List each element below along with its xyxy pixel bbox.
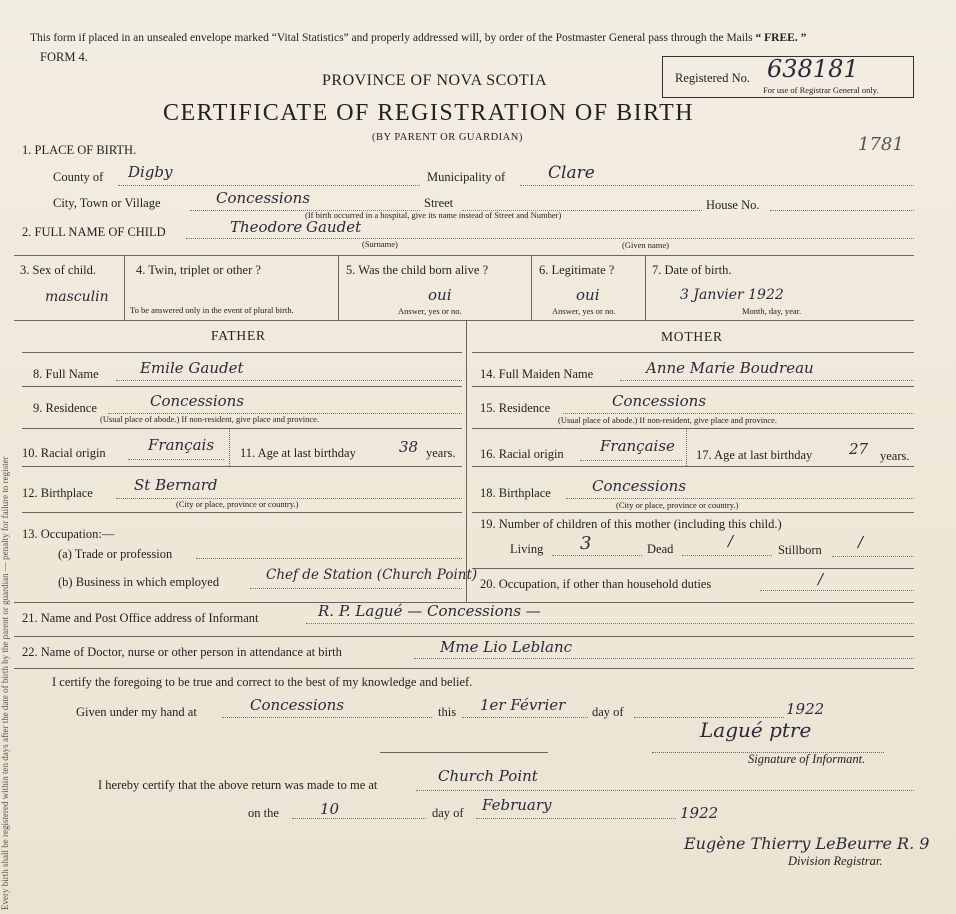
- children-count-label: 19. Number of children of this mother (including this child.): [480, 517, 782, 531]
- given-place: Concessions: [250, 696, 345, 714]
- dob-value: 3 Janvier 1922: [680, 287, 784, 303]
- city-value: Concessions: [216, 189, 311, 207]
- legitimate-note: Answer, yes or no.: [552, 306, 616, 316]
- registrar-use-note: For use of Registrar General only.: [763, 85, 879, 95]
- mother-birthplace-label: 18. Birthplace: [480, 486, 551, 500]
- signature-informant-label: Signature of Informant.: [748, 752, 866, 766]
- registrar-year: 1922: [680, 804, 719, 822]
- municipality-value: Clare: [548, 163, 595, 183]
- hospital-note: (If birth occurred in a hospital, give its name instead of Street and Number): [305, 210, 562, 220]
- mother-racial: Française: [600, 437, 675, 455]
- mother-birthplace-note: (City or place, province or country.): [616, 500, 739, 510]
- informant-label: 21. Name and Post Office address of Informant: [22, 611, 259, 625]
- registrar-place: Church Point: [438, 767, 538, 785]
- certificate-subtitle: (BY PARENT OR GUARDIAN): [372, 132, 523, 143]
- doctor-value: Mme Lio Leblanc: [440, 638, 573, 656]
- county-label: County of: [53, 170, 104, 184]
- mother-racial-label: 16. Racial origin: [480, 447, 564, 461]
- mother-residence-label: 15. Residence: [480, 401, 551, 415]
- trade-label: (a) Trade or profession: [58, 547, 173, 561]
- free-label: “ FREE. ”: [755, 32, 807, 44]
- father-birthplace-label: 12. Birthplace: [22, 486, 93, 500]
- this-label: this: [438, 705, 457, 719]
- municipality-label: Municipality of: [427, 170, 506, 184]
- division-registrar-label: Division Registrar.: [788, 854, 883, 868]
- father-racial-label: 10. Racial origin: [22, 446, 106, 460]
- street-label: Street: [424, 196, 454, 210]
- given-day: 1er Février: [480, 696, 566, 714]
- city-label: City, Town or Village: [53, 196, 161, 210]
- form-number: FORM 4.: [40, 50, 88, 64]
- place-heading: 1. PLACE OF BIRTH.: [22, 143, 137, 157]
- given-under-label: Given under my hand at: [76, 705, 197, 719]
- mother-residence: Concessions: [612, 392, 707, 410]
- father-birthplace: St Bernard: [134, 476, 218, 494]
- father-residence-label: 9. Residence: [33, 401, 97, 415]
- mother-residence-note: (Usual place of abode.) If non-resident, give place and province.: [558, 415, 778, 425]
- child-given-name: Theodore: [230, 218, 303, 236]
- sex-label: 3. Sex of child.: [20, 263, 97, 277]
- registrar-certify-text: I hereby certify that the above return was made to me at: [98, 778, 378, 792]
- certificate-title: CERTIFICATE OF REGISTRATION OF BIRTH: [163, 100, 695, 126]
- dead-value: /: [728, 532, 734, 550]
- surname-note: (Surname): [362, 239, 398, 249]
- house-label: House No.: [706, 198, 760, 212]
- side-margin-text: Every birth shall be registered within ten days after the date of birth by the parent or guardian — penalty for failure to register: [0, 456, 10, 910]
- dob-label: 7. Date of birth.: [652, 263, 732, 277]
- father-age-label: 11. Age at last birthday: [240, 446, 356, 460]
- registered-number: 638181: [767, 55, 859, 83]
- stillborn-value: /: [858, 533, 864, 551]
- father-name-label: 8. Full Name: [33, 367, 99, 381]
- father-name: Emile Gaudet: [140, 359, 244, 377]
- registrar-month: February: [482, 796, 552, 814]
- registered-number-box: [662, 56, 914, 98]
- father-occupation-label: 13. Occupation:—: [22, 527, 115, 541]
- mother-age-label: 17. Age at last birthday: [696, 448, 813, 462]
- father-racial: Français: [148, 436, 215, 454]
- county-value: Digby: [128, 163, 173, 181]
- mother-heading: MOTHER: [661, 329, 723, 344]
- province-heading: PROVINCE OF NOVA SCOTIA: [322, 72, 548, 89]
- day-of-label: day of: [592, 705, 624, 719]
- twin-note: To be answered only in the event of plural birth.: [130, 305, 294, 315]
- informant-value: R. P. Lagué — Concessions —: [318, 602, 541, 620]
- twin-label: 4. Twin, triplet or other ?: [136, 263, 261, 277]
- father-business: Chef de Station (Church Point): [266, 567, 478, 583]
- father-heading: FATHER: [211, 328, 266, 343]
- alive-note: Answer, yes or no.: [398, 306, 462, 316]
- alive-label: 5. Was the child born alive ?: [346, 263, 489, 277]
- dead-label: Dead: [647, 542, 674, 556]
- stillborn-label: Stillborn: [778, 543, 822, 557]
- on-the-label: on the: [248, 806, 279, 820]
- mother-name-label: 14. Full Maiden Name: [480, 367, 594, 381]
- mail-notice: [30, 32, 806, 44]
- doctor-label: 22. Name of Doctor, nurse or other person in attendance at birth: [22, 645, 342, 659]
- mother-occupation-label: 20. Occupation, if other than household duties: [480, 577, 712, 591]
- sex-value: masculin: [45, 289, 109, 305]
- corner-number: 1781: [858, 134, 904, 155]
- living-value: 3: [580, 533, 592, 554]
- father-birthplace-note: (City or place, province or country.): [176, 499, 299, 509]
- mother-occupation: /: [818, 570, 824, 588]
- father-age: 38: [399, 438, 419, 456]
- legitimate-label: 6. Legitimate ?: [539, 263, 615, 277]
- registrar-day-of-label: day of: [432, 806, 464, 820]
- given-name-note: (Given name): [622, 240, 669, 250]
- child-name-label: 2. FULL NAME OF CHILD: [22, 225, 166, 239]
- legitimate-value: oui: [576, 286, 600, 304]
- mother-age: 27: [849, 440, 869, 458]
- alive-value: oui: [428, 286, 452, 304]
- father-residence: Concessions: [150, 392, 245, 410]
- business-label: (b) Business in which employed: [58, 575, 220, 589]
- mother-birthplace: Concessions: [592, 477, 687, 495]
- mail-notice-text: This form if placed in an unsealed envelope marked “Vital Statistics” and properly addressed will, by order of the Postmaster General pass through the Mails: [30, 32, 753, 44]
- child-surname: Gaudet: [306, 218, 362, 236]
- mother-years: years.: [880, 449, 910, 463]
- father-residence-note: (Usual place of abode.) If non-resident, give place and province.: [100, 414, 320, 424]
- registered-label: Registered No.: [675, 71, 750, 85]
- given-year: 1922: [786, 700, 825, 718]
- mother-name: Anne Marie Boudreau: [646, 359, 814, 377]
- father-years: years.: [426, 446, 456, 460]
- certify-text: I certify the foregoing to be true and correct to the best of my knowledge and belief.: [52, 675, 473, 689]
- informant-signature: Lagué ptre: [700, 718, 812, 742]
- living-label: Living: [510, 542, 544, 556]
- registrar-day: 10: [320, 800, 340, 818]
- registrar-signature: Eugène Thierry LeBeurre R. 9: [684, 834, 930, 853]
- dob-note: Month, day, year.: [742, 306, 802, 316]
